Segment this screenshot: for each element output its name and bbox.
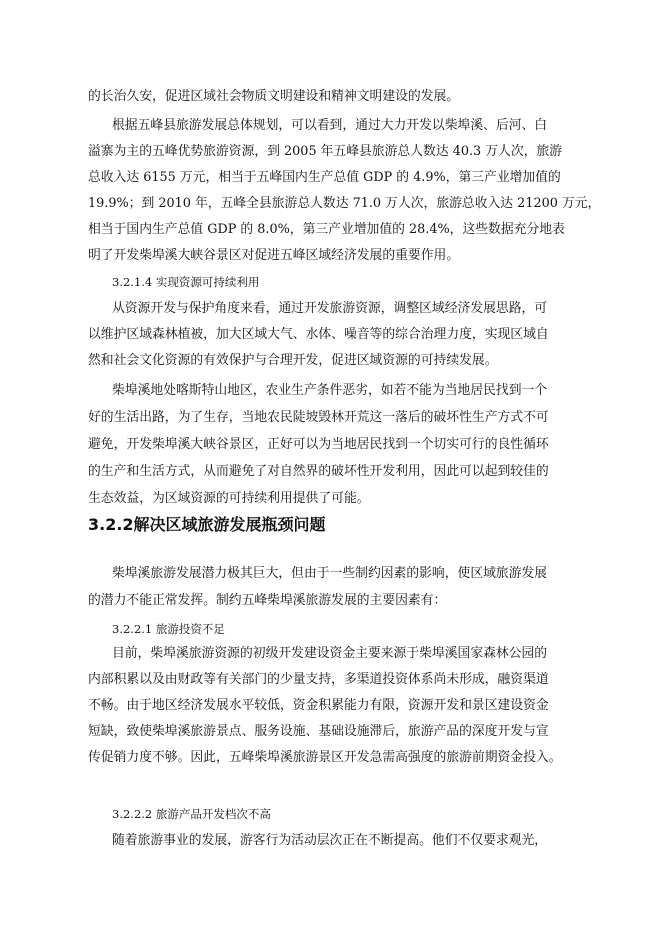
paragraph-line: 相当于国内生产总值 GDP 的 8.0%，第三产业增加值的 28.4%，这些数据充分地表 [88,222,565,237]
paragraph-line: 的生产和生活方式，从而避免了对自然界的破坏性开发利用，因此可以起到较佳的 [88,464,549,479]
paragraph-line: 不畅。由于地区经济发展水平较低，资金积累能力有限，资源开发和景区建设资金 [88,698,549,713]
paragraph-line: 根据五峰县旅游发展总体规划，可以看到，通过大力开发以柴埠溪、后河、白 [112,118,548,133]
paragraph-line: 总收入达 6155 万元，相当于五峰国内生产总值 GDP 的 4.9%，第三产业增加值的 [88,170,561,185]
paragraph-line: 从资源开发与保护角度来看，通过开发旅游资源，调整区域经济发展思路，可 [112,301,548,316]
paragraph-line: 19.9%；到 2010 年，五峰全县旅游总人数达 71.0 万人次，旅游总收入达 21200 万元， [88,196,601,211]
paragraph-line: 好的生活出路，为了生存，当地农民陡坡毁林开荒这一落后的破坏性生产方式不可 [88,410,549,425]
paragraph-line: 明了开发柴埠溪大峡谷景区对促进五峰区域经济发展的重要作用。 [88,248,460,263]
paragraph-line: 短缺，致使柴埠溪旅游景点、服务设施、基础设施滞后，旅游产品的深度开发与宣 [88,724,549,739]
subsection-heading: 3.2.2.2 旅游产品开发档次不高 [112,807,271,821]
paragraph-line: 的潜力不能正常发挥。制约五峰柴埠溪旅游发展的主要因素有： [88,593,447,608]
paragraph-line: 目前，柴埠溪旅游资源的初级开发建设资金主要来源于柴埠溪国家森林公园的 [112,646,548,661]
section-heading: 3.2.2解决区域旅游发展瓶颈问题 [88,515,326,534]
paragraph-line: 然和社会文化资源的有效保护与合理开发，促进区域资源的可持续发展。 [88,353,498,368]
paragraph-line: 柴埠溪旅游发展潜力极其巨大，但由于一些制约因素的影响，使区域旅游发展 [112,566,548,581]
paragraph-line: 以维护区域森林植被，加大区域大气、水体、噪音等的综合治理力度，实现区域自 [88,327,549,342]
paragraph-line: 柴埠溪地处喀斯特山地区，农业生产条件恶劣，如若不能为当地居民找到一个 [112,383,548,398]
subsection-heading: 3.2.1.4 实现资源可持续利用 [112,275,260,289]
subsection-heading: 3.2.2.1 旅游投资不足 [112,622,225,636]
paragraph-line: 的长治久安，促进区域社会物质文明建设和精神文明建设的发展。 [88,89,460,104]
paragraph-line: 避免，开发柴埠溪大峡谷景区，正好可以为当地居民找到一个切实可行的良性循环 [88,437,549,452]
paragraph-line: 传促销力度不够。因此，五峰柴埠溪旅游景区开发急需高强度的旅游前期资金投入。 [88,750,562,765]
paragraph-line: 溢寨为主的五峰优势旅游资源，到 2005 年五峰县旅游总人数达 40.3 万人次，旅游 [88,144,563,159]
paragraph-line: 随着旅游事业的发展，游客行为活动层次正在不断提高。他们不仅要求观光， [112,833,548,848]
paragraph-line: 内部积累以及由财政等有关部门的少量支持，多渠道投资体系尚未形成，融资渠道 [88,672,549,687]
paragraph-line: 生态效益，为区域资源的可持续利用提供了可能。 [88,491,370,506]
